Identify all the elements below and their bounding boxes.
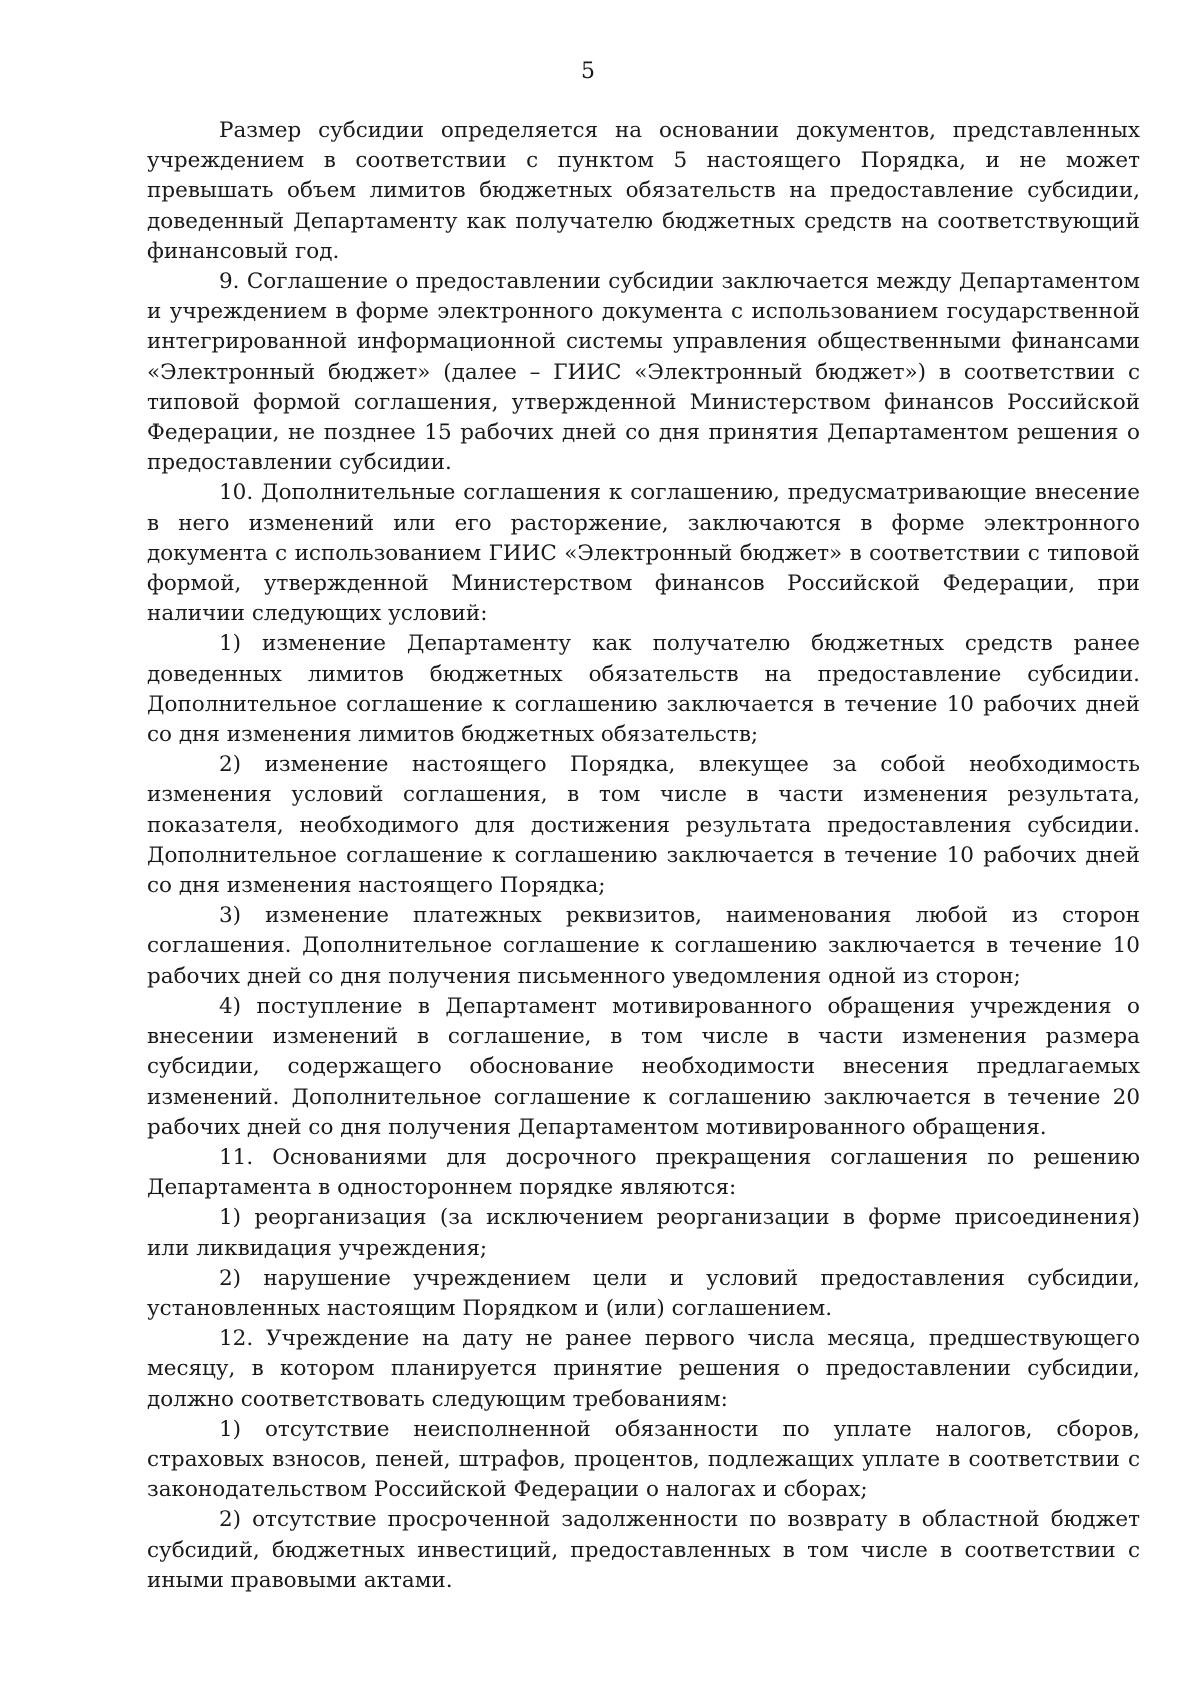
paragraph-subsidy-size: Размер субсидии определяется на основании документов, представленных учреждением в соответствии с пунктом 5 настоящего Порядка, и не может превышать объем лимитов бюджетных обязательств на предоставление субсидии, доведенный Департаменту как получателю бюджетных средств на соответствующий финансовый год. xyxy=(147,118,1140,264)
document-body xyxy=(147,116,1140,1596)
paragraph-10-item-3: 3) изменение платежных реквизитов, наименования любой из сторон соглашения. Дополнительное соглашение к соглашению заключается в течение 10 рабочих дней со дня получения письменного уведомления одной из сторон; xyxy=(147,903,1140,989)
paragraph-11-termination-grounds: 11. Основаниями для досрочного прекращения соглашения по решению Департамента в одностороннем порядке являются: xyxy=(147,1144,1140,1201)
paragraph-10-item-1: 1) изменение Департаменту как получателю бюджетных средств ранее доведенных лимитов бюджетных обязательств на предоставление субсидии. Дополнительное соглашение к соглашению заключается в течение 10 рабочих дней со дня изменения лимитов бюджетных обязательств; xyxy=(147,631,1140,748)
paragraph-11-item-2: 2) нарушение учреждением цели и условий предоставления субсидии, установленных настоящим Порядком и (или) соглашением. xyxy=(147,1265,1140,1321)
paragraph-12-item-1: 1) отсутствие неисполненной обязанности по уплате налогов, сборов, страховых взносов, пеней, штрафов, процентов, подлежащих уплате в соответствии с законодательством Российской Федерации о налогах и сборах; xyxy=(147,1416,1140,1503)
paragraph-9-agreement: 9. Соглашение о предоставлении субсидии заключается между Департаментом и учреждением в форме электронного документа с использованием государственной интегрированной информационной системы управления общественными финансами «Электронный бюджет» (далее – ГИИС «Электронный бюджет») в соответствии с типовой формой соглашения, утвержденной Министерством финансов Российской Федерации, не позднее 15 рабочих дней со дня принятия Департаментом решения о предоставлении субсидии. xyxy=(147,269,1140,476)
paragraph-11-item-1: 1) реорганизация (за исключением реорганизации в форме присоединения) или ликвидация учреждения; xyxy=(147,1205,1140,1261)
paragraph-10-item-4: 4) поступление в Департамент мотивированного обращения учреждения о внесении изменений в соглашение, в том числе в части изменения размера субсидии, содержащего обоснование необходимости внесения предлагаемых изменений. Дополнительное соглашение к соглашению заключается в течение 20 рабочих дней со дня получения Департаментом мотивированного обращения. xyxy=(147,993,1140,1140)
paragraph-10-additional-agreements: 10. Дополнительные соглашения к соглашению, предусматривающие внесение в него изменений или его расторжение, заключаются в форме электронного документа с использованием ГИИС «Электронный бюджет» в соответствии с типовой формой, утвержденной Министерством финансов Российской Федерации, при наличии следующих условий: xyxy=(147,480,1140,627)
paragraph-12-item-2: 2) отсутствие просроченной задолженности по возврату в областной бюджет субсидий, бюджетных инвестиций, предоставленных в том числе в соответствии с иными правовыми актами. xyxy=(147,1507,1140,1593)
paragraph-12-requirements: 12. Учреждение на дату не ранее первого числа месяца, предшествующего месяцу, в котором планируется принятие решения о предоставлении субсидии, должно соответствовать следующим требованиям: xyxy=(147,1326,1140,1412)
paragraph-10-item-2: 2) изменение настоящего Порядка, влекущее за собой необходимость изменения условий соглашения, в том числе в части изменения результата, показателя, необходимого для достижения результата предоставления субсидии. Дополнительное соглашение к соглашению заключается в течение 10 рабочих дней со дня изменения настоящего Порядка; xyxy=(147,752,1140,899)
page-number: 5 xyxy=(581,59,595,84)
